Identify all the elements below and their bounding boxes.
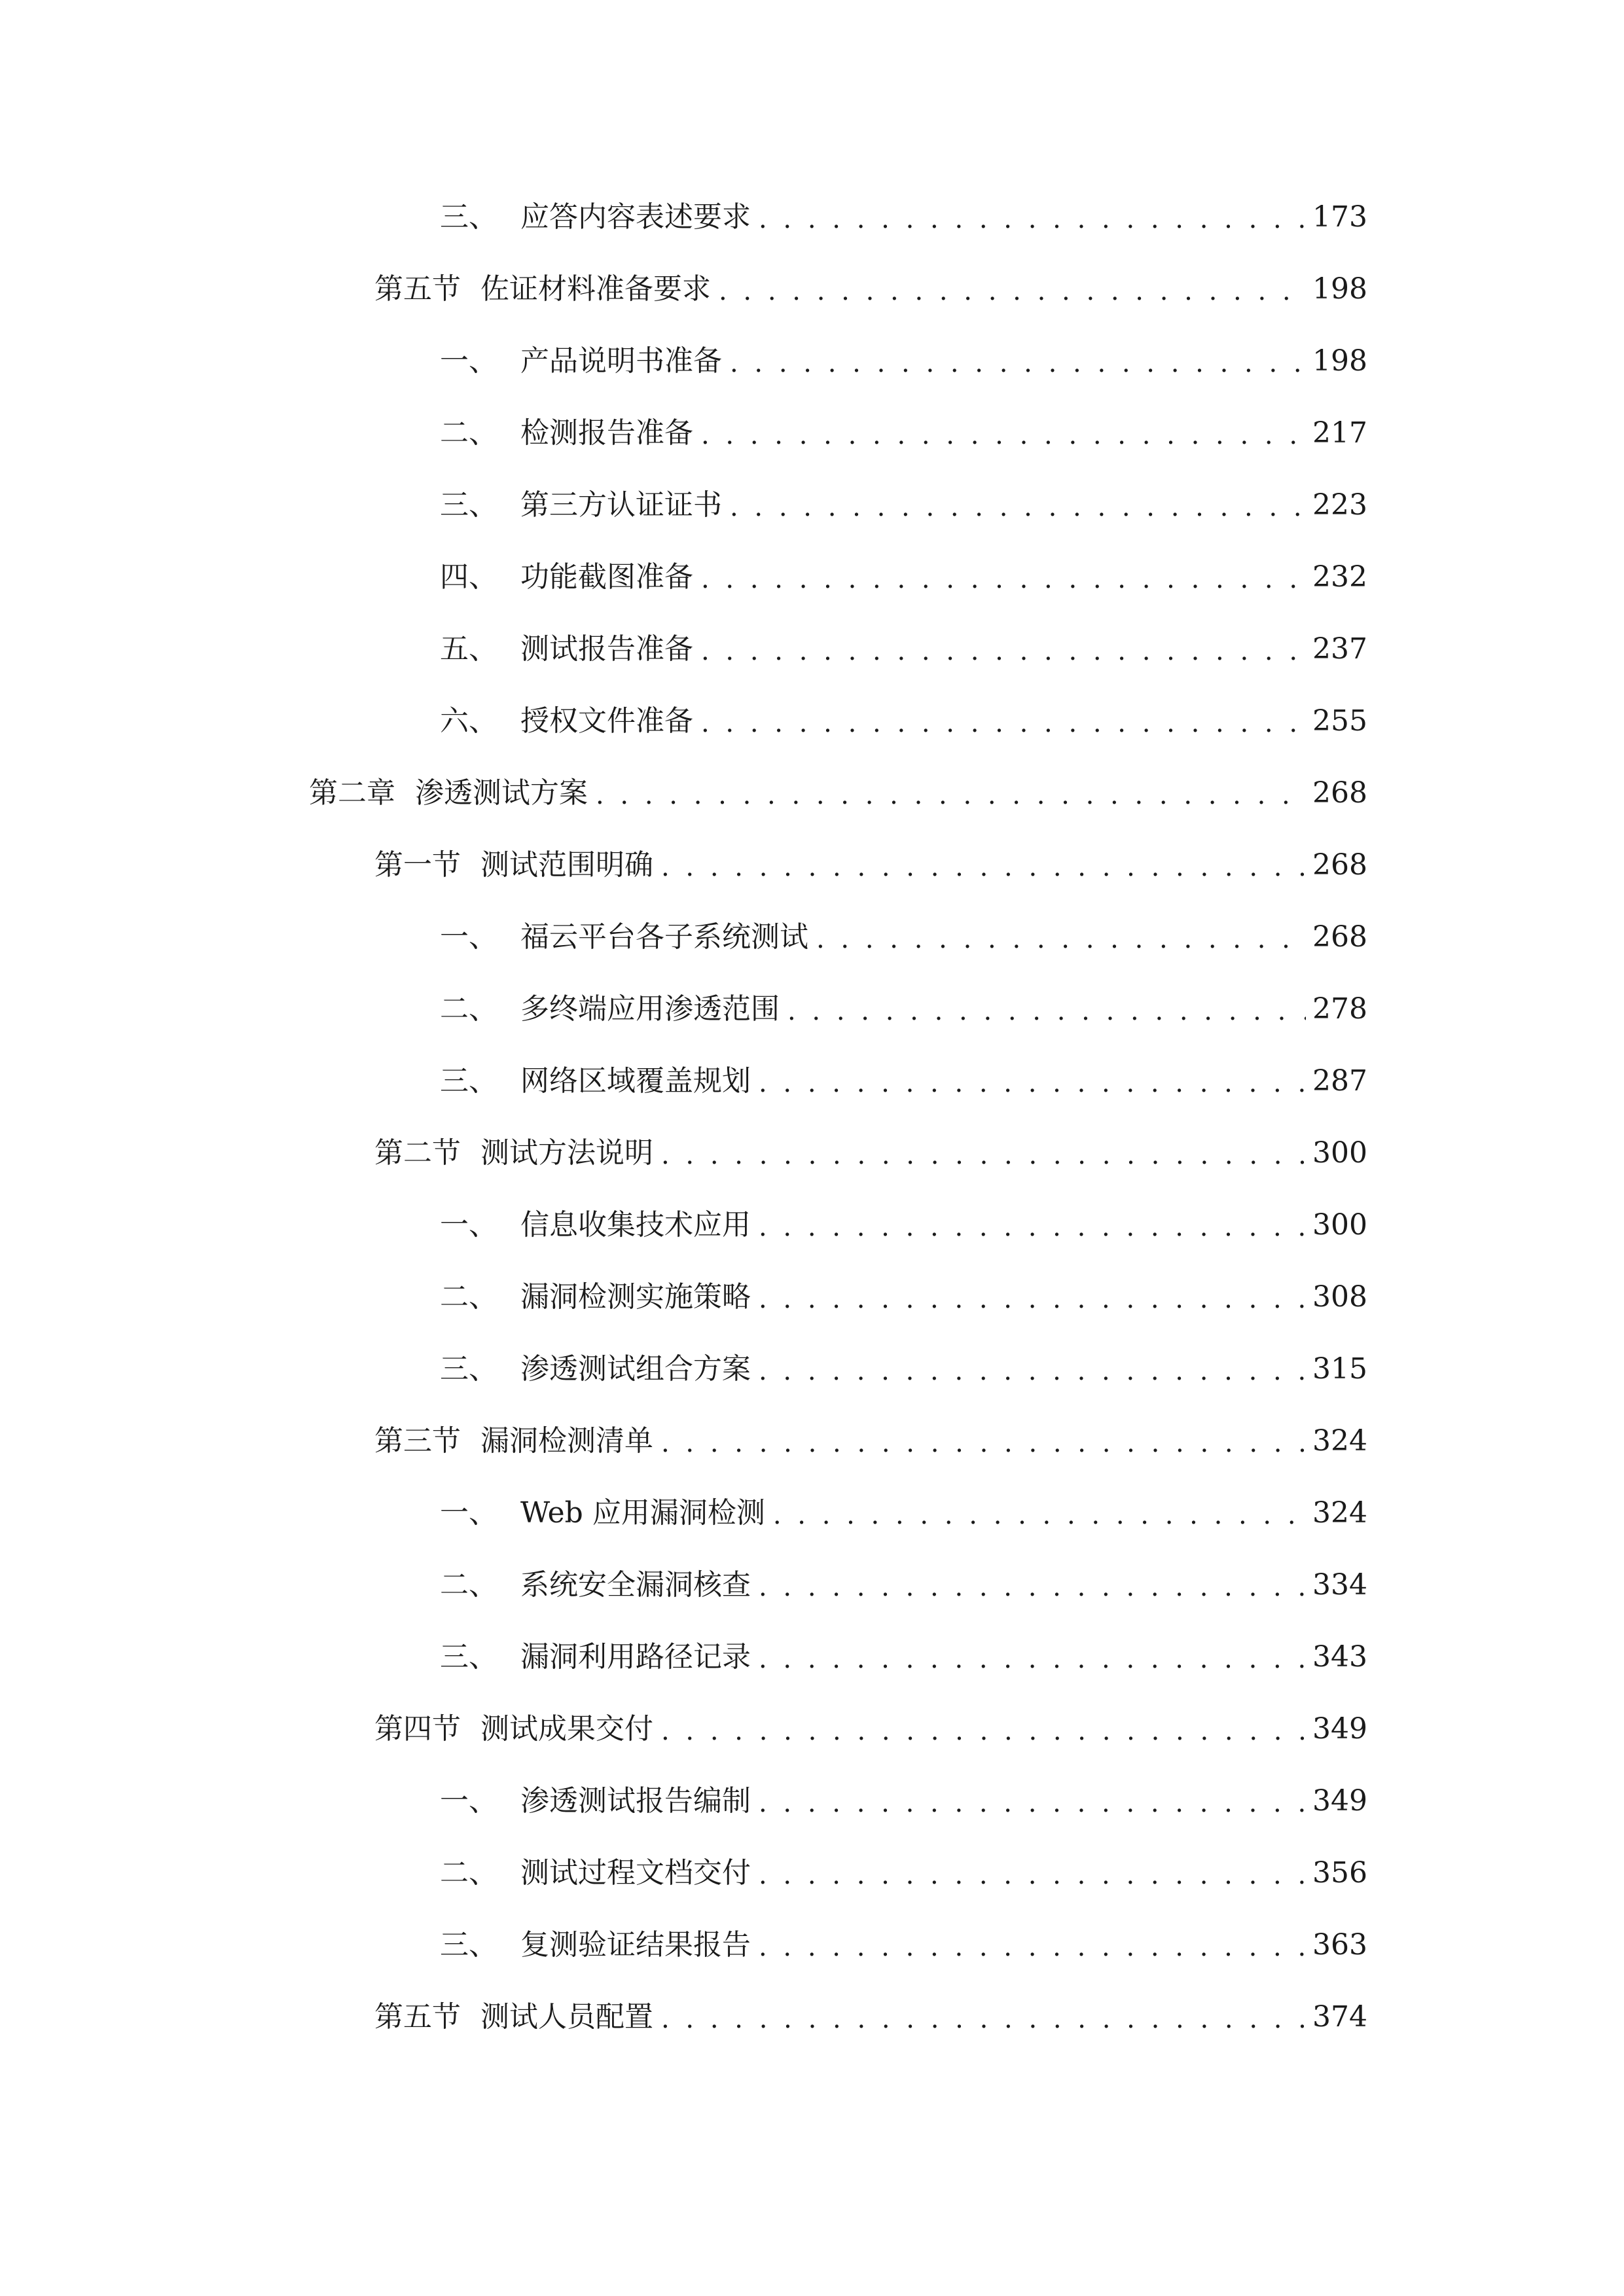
toc-entry-number: 第二章 <box>309 776 395 810</box>
toc-entry-title: 多终端应用渗透范围 <box>520 992 780 1026</box>
toc-entry-page: 223 <box>1312 488 1367 522</box>
toc-entry <box>440 1202 1367 1248</box>
toc-entry-title: 测试方法说明 <box>480 1136 653 1170</box>
toc-entry-page: 268 <box>1312 776 1367 810</box>
toc-entry-title: 测试人员配置 <box>480 2000 653 2034</box>
toc-entry <box>440 986 1367 1032</box>
toc-entry-page: 198 <box>1312 344 1367 378</box>
toc-entry-page: 268 <box>1312 848 1367 882</box>
toc-entry-page: 356 <box>1312 1856 1367 1890</box>
toc-entry-title: 福云平台各子系统测试 <box>520 920 808 954</box>
toc-entry-page: 300 <box>1312 1208 1367 1242</box>
toc-entry <box>440 1922 1367 1968</box>
toc-entry-number: 一、 <box>440 1496 497 1530</box>
toc-entry <box>440 410 1367 456</box>
toc-entry-title: 漏洞利用路径记录 <box>520 1640 751 1674</box>
toc-entry <box>440 698 1367 744</box>
toc-entry-title: 检测报告准备 <box>520 416 693 450</box>
toc-entry-number: 三、 <box>440 1640 497 1674</box>
toc-entry <box>440 1778 1367 1824</box>
toc-entry-number: 第四节 <box>374 1712 461 1746</box>
dot-leader <box>816 914 1306 960</box>
toc-entry-number: 六、 <box>440 704 497 738</box>
toc-entry-title: 第三方认证证书 <box>520 488 722 522</box>
dot-leader <box>661 1706 1306 1752</box>
toc-entry-number: 第三节 <box>374 1424 461 1458</box>
toc-entry <box>309 770 1367 816</box>
toc-entry-page: 287 <box>1312 1064 1367 1098</box>
dot-leader <box>759 1778 1306 1824</box>
toc-entry-title: 产品说明书准备 <box>520 344 722 378</box>
toc-entry-title: 渗透测试方案 <box>415 776 588 810</box>
toc-entry-number: 三、 <box>440 1928 497 1962</box>
toc-entry-number: 二、 <box>440 1280 497 1314</box>
dot-leader <box>759 1634 1306 1680</box>
toc-entry <box>440 194 1367 240</box>
toc-entry <box>374 1706 1367 1752</box>
dot-leader <box>787 986 1306 1032</box>
toc-entry-title: 漏洞检测清单 <box>480 1424 653 1458</box>
toc-entry-title: 测试范围明确 <box>480 848 653 882</box>
toc-entry <box>440 482 1367 528</box>
toc-entry-title: 授权文件准备 <box>520 704 693 738</box>
toc-entry-number: 一、 <box>440 920 497 954</box>
toc-entry <box>440 1490 1367 1536</box>
toc-entry-page: 217 <box>1312 416 1367 450</box>
toc-entry <box>374 1994 1367 2040</box>
toc-entry <box>440 1274 1367 1320</box>
toc-entry-title: 网络区域覆盖规划 <box>520 1064 751 1098</box>
dot-leader <box>661 1994 1306 2040</box>
toc-entry <box>440 338 1367 384</box>
toc-entry-number: 第五节 <box>374 2000 461 2034</box>
toc-entry <box>374 266 1367 312</box>
toc-entry <box>440 914 1367 960</box>
toc-entry-number: 五、 <box>440 632 497 666</box>
toc-entry-number: 三、 <box>440 200 497 234</box>
toc-entry-number: 第二节 <box>374 1136 461 1170</box>
dot-leader <box>759 194 1306 240</box>
toc-entry <box>440 1850 1367 1896</box>
toc-entry-page: 255 <box>1312 704 1367 738</box>
dot-leader <box>730 338 1306 384</box>
toc-entry-number: 第一节 <box>374 848 461 882</box>
toc-entry-number: 二、 <box>440 1568 497 1602</box>
toc-entry-page: 308 <box>1312 1280 1367 1314</box>
toc-entry-number: 三、 <box>440 488 497 522</box>
toc-entry-page: 198 <box>1312 272 1367 306</box>
toc-entry-title: 漏洞检测实施策略 <box>520 1280 751 1314</box>
dot-leader <box>759 1346 1306 1392</box>
dot-leader <box>759 1202 1306 1248</box>
toc-entry-page: 315 <box>1312 1352 1367 1386</box>
toc-entry-number: 第五节 <box>374 272 461 306</box>
dot-leader <box>759 1274 1306 1320</box>
toc-entry-title: 测试过程文档交付 <box>520 1856 751 1890</box>
toc-entry-number: 一、 <box>440 1208 497 1242</box>
dot-leader <box>719 266 1306 312</box>
toc-entry <box>374 842 1367 888</box>
toc-entry-number: 三、 <box>440 1064 497 1098</box>
dot-leader <box>596 770 1306 816</box>
dot-leader <box>730 482 1306 528</box>
toc-entry-page: 324 <box>1312 1424 1367 1458</box>
toc-entry-page: 324 <box>1312 1496 1367 1530</box>
toc-entry <box>440 1562 1367 1608</box>
toc-entry-number: 二、 <box>440 1856 497 1890</box>
toc-entry <box>374 1130 1367 1176</box>
toc-entry-title: 应答内容表述要求 <box>520 200 751 234</box>
toc-entry-page: 363 <box>1312 1928 1367 1962</box>
toc-entry-number: 四、 <box>440 560 497 594</box>
dot-leader <box>661 1418 1306 1464</box>
toc-entry-page: 268 <box>1312 920 1367 954</box>
toc-entry-number: 一、 <box>440 1784 497 1818</box>
toc-entry-page: 278 <box>1312 992 1367 1026</box>
toc-entry-title: 测试成果交付 <box>480 1712 653 1746</box>
toc-entry-title: 功能截图准备 <box>520 560 693 594</box>
toc-entry-number: 三、 <box>440 1352 497 1386</box>
toc-entry-title: 信息收集技术应用 <box>520 1208 751 1242</box>
dot-leader <box>701 554 1306 600</box>
toc-entry <box>440 626 1367 672</box>
toc-entry-title: 复测验证结果报告 <box>520 1928 751 1962</box>
dot-leader <box>773 1490 1306 1536</box>
toc-entry-title: 渗透测试报告编制 <box>520 1784 751 1818</box>
dot-leader <box>701 698 1306 744</box>
toc-entry <box>440 1058 1367 1104</box>
toc-entry <box>440 1346 1367 1392</box>
toc-entry <box>440 1634 1367 1680</box>
dot-leader <box>661 842 1306 888</box>
toc-entry <box>374 1418 1367 1464</box>
dot-leader <box>661 1130 1306 1176</box>
toc-entry-title: 佐证材料准备要求 <box>480 272 711 306</box>
dot-leader <box>701 626 1306 672</box>
toc-entry-page: 349 <box>1312 1784 1367 1818</box>
toc-entry-title: 渗透测试组合方案 <box>520 1352 751 1386</box>
dot-leader <box>701 410 1306 456</box>
toc-entry-page: 343 <box>1312 1640 1367 1674</box>
dot-leader <box>759 1922 1306 1968</box>
toc-entry-number: 二、 <box>440 416 497 450</box>
toc-entry-title: 系统安全漏洞核查 <box>520 1568 751 1602</box>
toc-entry-page: 334 <box>1312 1568 1367 1602</box>
toc-entry-page: 237 <box>1312 632 1367 666</box>
toc-entry-number: 二、 <box>440 992 497 1026</box>
toc-entry-page: 300 <box>1312 1136 1367 1170</box>
toc-entry-page: 349 <box>1312 1712 1367 1746</box>
toc-entry-page: 374 <box>1312 2000 1367 2034</box>
toc-entry-page: 232 <box>1312 560 1367 594</box>
toc-entry-title: Web 应用漏洞检测 <box>520 1496 765 1530</box>
toc-entry <box>440 554 1367 600</box>
toc-entry-title: 测试报告准备 <box>520 632 693 666</box>
dot-leader <box>759 1058 1306 1104</box>
toc-entry-page: 173 <box>1312 200 1367 234</box>
dot-leader <box>759 1850 1306 1896</box>
toc-entry-number: 一、 <box>440 344 497 378</box>
dot-leader <box>759 1562 1306 1608</box>
